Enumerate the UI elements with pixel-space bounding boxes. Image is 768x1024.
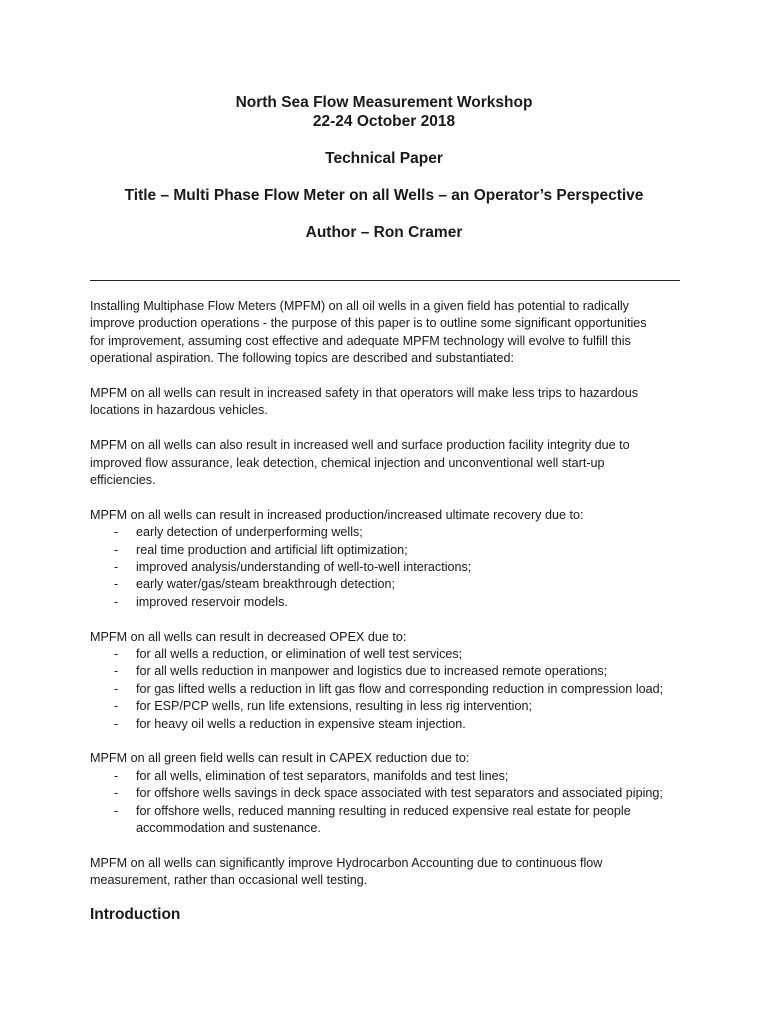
- bullet-dash: -: [114, 699, 119, 714]
- bullet-dash: -: [114, 525, 119, 540]
- bullet-dash: -: [114, 647, 119, 662]
- header-divider: [90, 280, 680, 281]
- list-item: [90, 716, 690, 733]
- capex-section: [90, 750, 690, 837]
- capex-lead: MPFM on all green field wells can result in CAPEX reduction due to:: [90, 751, 470, 766]
- opex-lead: MPFM on all wells can result in decreased OPEX due to:: [90, 629, 407, 644]
- opex-section: [90, 629, 690, 733]
- list-item-text: accommodation and sustenance.: [136, 821, 321, 836]
- integrity-paragraph: [90, 437, 690, 489]
- text-line: improve production operations - the purpose of this paper is to outline some significant opportunities: [90, 316, 647, 331]
- list-item-text: for all wells a reduction, or elimination of well test services;: [136, 647, 463, 662]
- list-item-text: for gas lifted wells a reduction in lift gas flow and corresponding reduction in compression load;: [136, 681, 664, 696]
- paper-header: [0, 93, 768, 242]
- bullet-dash: -: [114, 681, 119, 696]
- text-line: Installing Multiphase Flow Meters (MPFM) on all oil wells in a given field has potential to radically: [90, 299, 629, 313]
- bullet-dash: -: [114, 803, 119, 818]
- production-section: [90, 507, 690, 611]
- paper-title: Title – Multi Phase Flow Meter on all Wells – an Operator’s Perspective: [124, 187, 644, 204]
- list-item-text: for offshore wells savings in deck space associated with test separators and associated piping;: [136, 786, 663, 801]
- list-item: [90, 576, 690, 593]
- text-line: measurement, rather than occasional well testing.: [90, 873, 368, 888]
- paper-author: Author – Ron Cramer: [305, 224, 463, 241]
- list-item: [90, 698, 690, 715]
- list-item: [90, 785, 690, 802]
- list-item-text: improved reservoir models.: [136, 594, 288, 609]
- text-line: MPFM on all wells can significantly improve Hydrocarbon Accounting due to continuous flow: [90, 855, 603, 870]
- capex-list: [90, 768, 690, 838]
- production-list: [90, 524, 690, 611]
- list-item: [90, 524, 690, 541]
- bullet-dash: -: [114, 786, 119, 801]
- list-item: [90, 663, 690, 680]
- safety-paragraph: [90, 385, 690, 420]
- bullet-dash: -: [114, 542, 119, 557]
- intro-paragraph: [90, 298, 690, 368]
- paper-type: Technical Paper: [325, 150, 443, 167]
- bullet-dash: -: [114, 577, 119, 592]
- list-item-continuation: [90, 820, 690, 837]
- list-item-text: improved analysis/understanding of well-to-well interactions;: [136, 560, 472, 575]
- text-line: MPFM on all wells can also result in increased well and surface production facility integrity due to: [90, 438, 630, 453]
- list-item-text: for all wells, elimination of test separators, manifolds and test lines;: [136, 768, 509, 783]
- bullet-dash: -: [114, 560, 119, 575]
- bullet-dash: -: [114, 768, 119, 783]
- text-line: operational aspiration. The following topics are described and substantiated:: [90, 351, 515, 366]
- list-item-text: early detection of underperforming wells;: [136, 525, 363, 540]
- list-item: [90, 542, 690, 559]
- list-item: [90, 803, 690, 820]
- accounting-paragraph: [90, 855, 690, 890]
- list-item-text: early water/gas/steam breakthrough detection;: [136, 577, 396, 592]
- production-lead: MPFM on all wells can result in increased production/increased ultimate recovery due to:: [90, 507, 584, 522]
- workshop-dates: 22-24 October 2018: [312, 113, 456, 130]
- workshop-name: North Sea Flow Measurement Workshop: [235, 94, 533, 111]
- bullet-dash: -: [114, 716, 119, 731]
- paper-body: [90, 298, 690, 907]
- list-item: [90, 559, 690, 576]
- text-line: locations in hazardous vehicles.: [90, 403, 268, 418]
- list-item-text: real time production and artificial lift optimization;: [136, 542, 408, 557]
- list-item: [90, 768, 690, 785]
- list-item-text: for offshore wells, reduced manning resulting in reduced expensive real estate for people: [136, 803, 631, 818]
- bullet-dash: -: [114, 664, 119, 679]
- section-heading-introduction: Introduction: [90, 906, 181, 923]
- bullet-dash: -: [114, 594, 119, 609]
- text-line: for improvement, assuming cost effective and adequate MPFM technology will evolve to fulfill this: [90, 333, 631, 348]
- text-line: MPFM on all wells can result in increased safety in that operators will make less trips to hazardous: [90, 386, 639, 401]
- list-item-text: for all wells reduction in manpower and logistics due to increased remote operations;: [136, 664, 608, 679]
- list-item: [90, 646, 690, 663]
- list-item: [90, 594, 690, 611]
- list-item-text: for heavy oil wells a reduction in expensive steam injection.: [136, 716, 466, 731]
- text-line: improved flow assurance, leak detection, chemical injection and unconventional well start-up: [90, 455, 605, 470]
- opex-list: [90, 646, 690, 733]
- text-line: efficiencies.: [90, 473, 156, 488]
- list-item-text: for ESP/PCP wells, run life extensions, resulting in less rig intervention;: [136, 699, 532, 714]
- list-item: [90, 681, 690, 698]
